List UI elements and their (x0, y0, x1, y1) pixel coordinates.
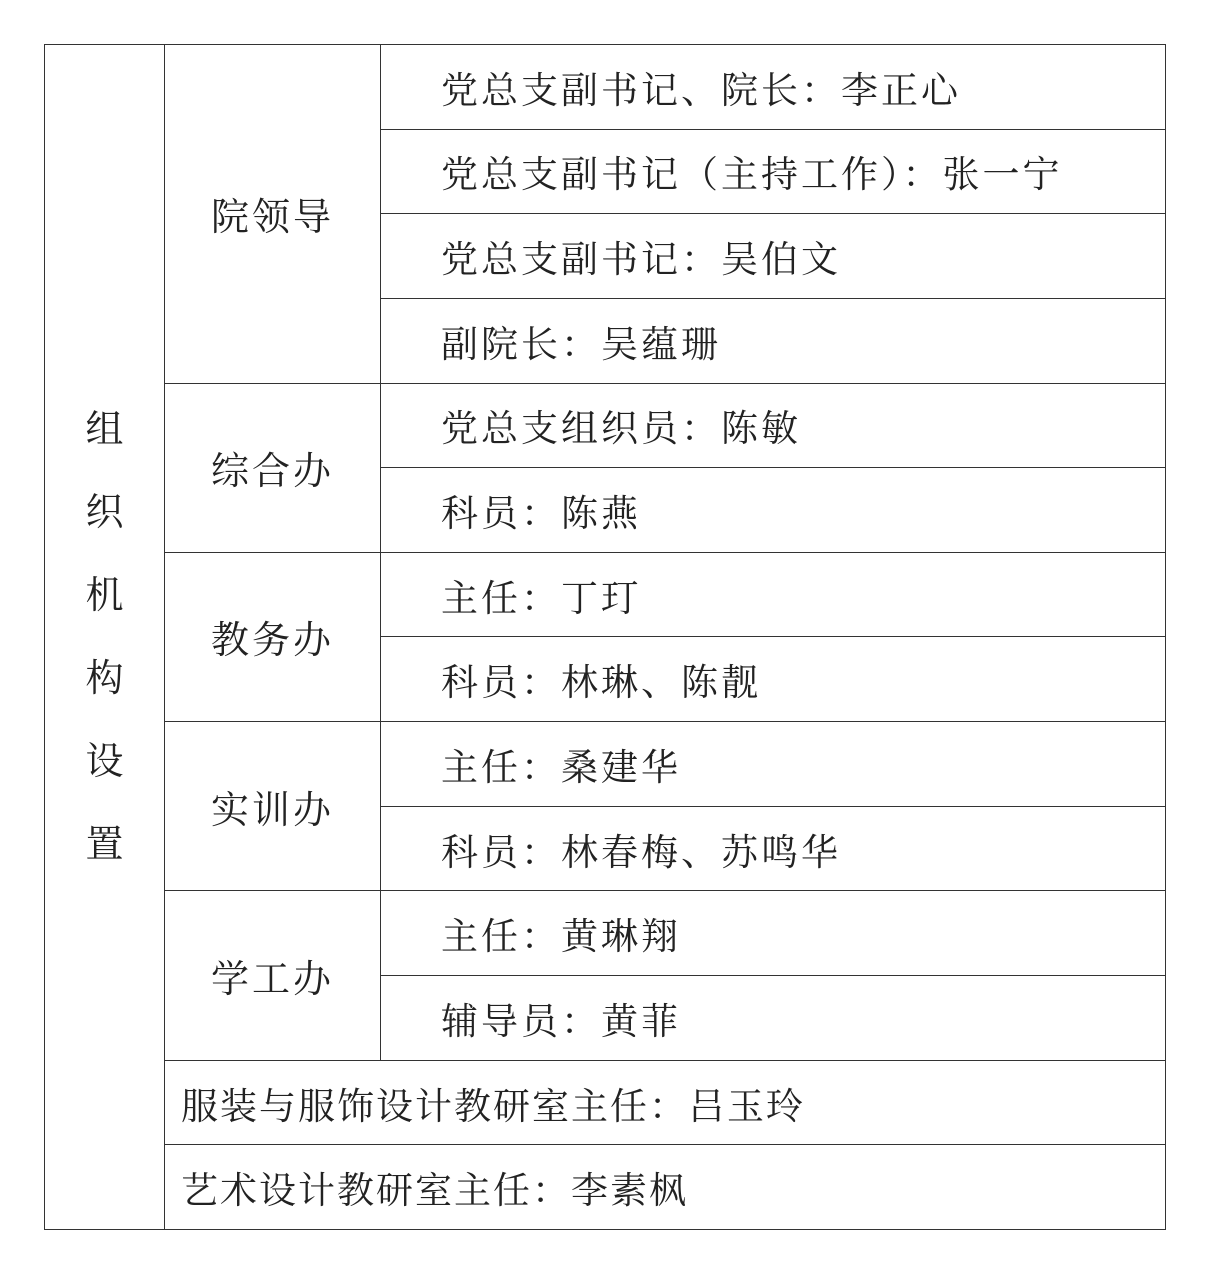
section-title (45, 45, 165, 1230)
member-cell: 辅导员：黄菲 (381, 976, 1166, 1061)
org-structure-table (44, 44, 1166, 1230)
section-title-char: 织 (85, 490, 124, 534)
member-cell: 主任：黄琳翔 (381, 891, 1166, 976)
member-cell: 党总支副书记：吴伯文 (381, 214, 1166, 299)
member-cell: 科员：陈燕 (381, 468, 1166, 553)
teaching-section-fashion: 服装与服饰设计教研室主任：吕玉玲 (165, 1060, 1166, 1145)
org-table-page (44, 44, 1165, 1230)
member-cell: 主任：丁玎 (381, 552, 1166, 637)
table-row (45, 552, 1166, 637)
dept-general-office: 综合办 (165, 383, 381, 552)
member-cell: 副院长：吴蕴珊 (381, 298, 1166, 383)
dept-leadership: 院领导 (165, 45, 381, 384)
member-cell: 党总支副书记、院长：李正心 (381, 45, 1166, 130)
section-title-char: 置 (85, 822, 124, 866)
teaching-section-art-design: 艺术设计教研室主任：李素枫 (165, 1145, 1166, 1230)
section-title-char: 设 (85, 739, 124, 783)
table-row (45, 722, 1166, 807)
dept-training-office: 实训办 (165, 722, 381, 891)
table-row (45, 1145, 1166, 1230)
member-cell: 主任：桑建华 (381, 722, 1166, 807)
member-cell: 党总支副书记（主持工作）：张一宁 (381, 129, 1166, 214)
dept-student-affairs-office: 学工办 (165, 891, 381, 1060)
table-row (45, 1060, 1166, 1145)
section-title-char: 构 (85, 656, 124, 700)
section-title-char: 组 (85, 407, 124, 451)
dept-academic-office: 教务办 (165, 552, 381, 721)
table-row (45, 45, 1166, 130)
table-row (45, 891, 1166, 976)
member-cell: 科员：林春梅、苏鸣华 (381, 806, 1166, 891)
section-title-char: 机 (85, 573, 124, 617)
table-row (45, 383, 1166, 468)
member-cell: 党总支组织员：陈敏 (381, 383, 1166, 468)
member-cell: 科员：林琳、陈靓 (381, 637, 1166, 722)
